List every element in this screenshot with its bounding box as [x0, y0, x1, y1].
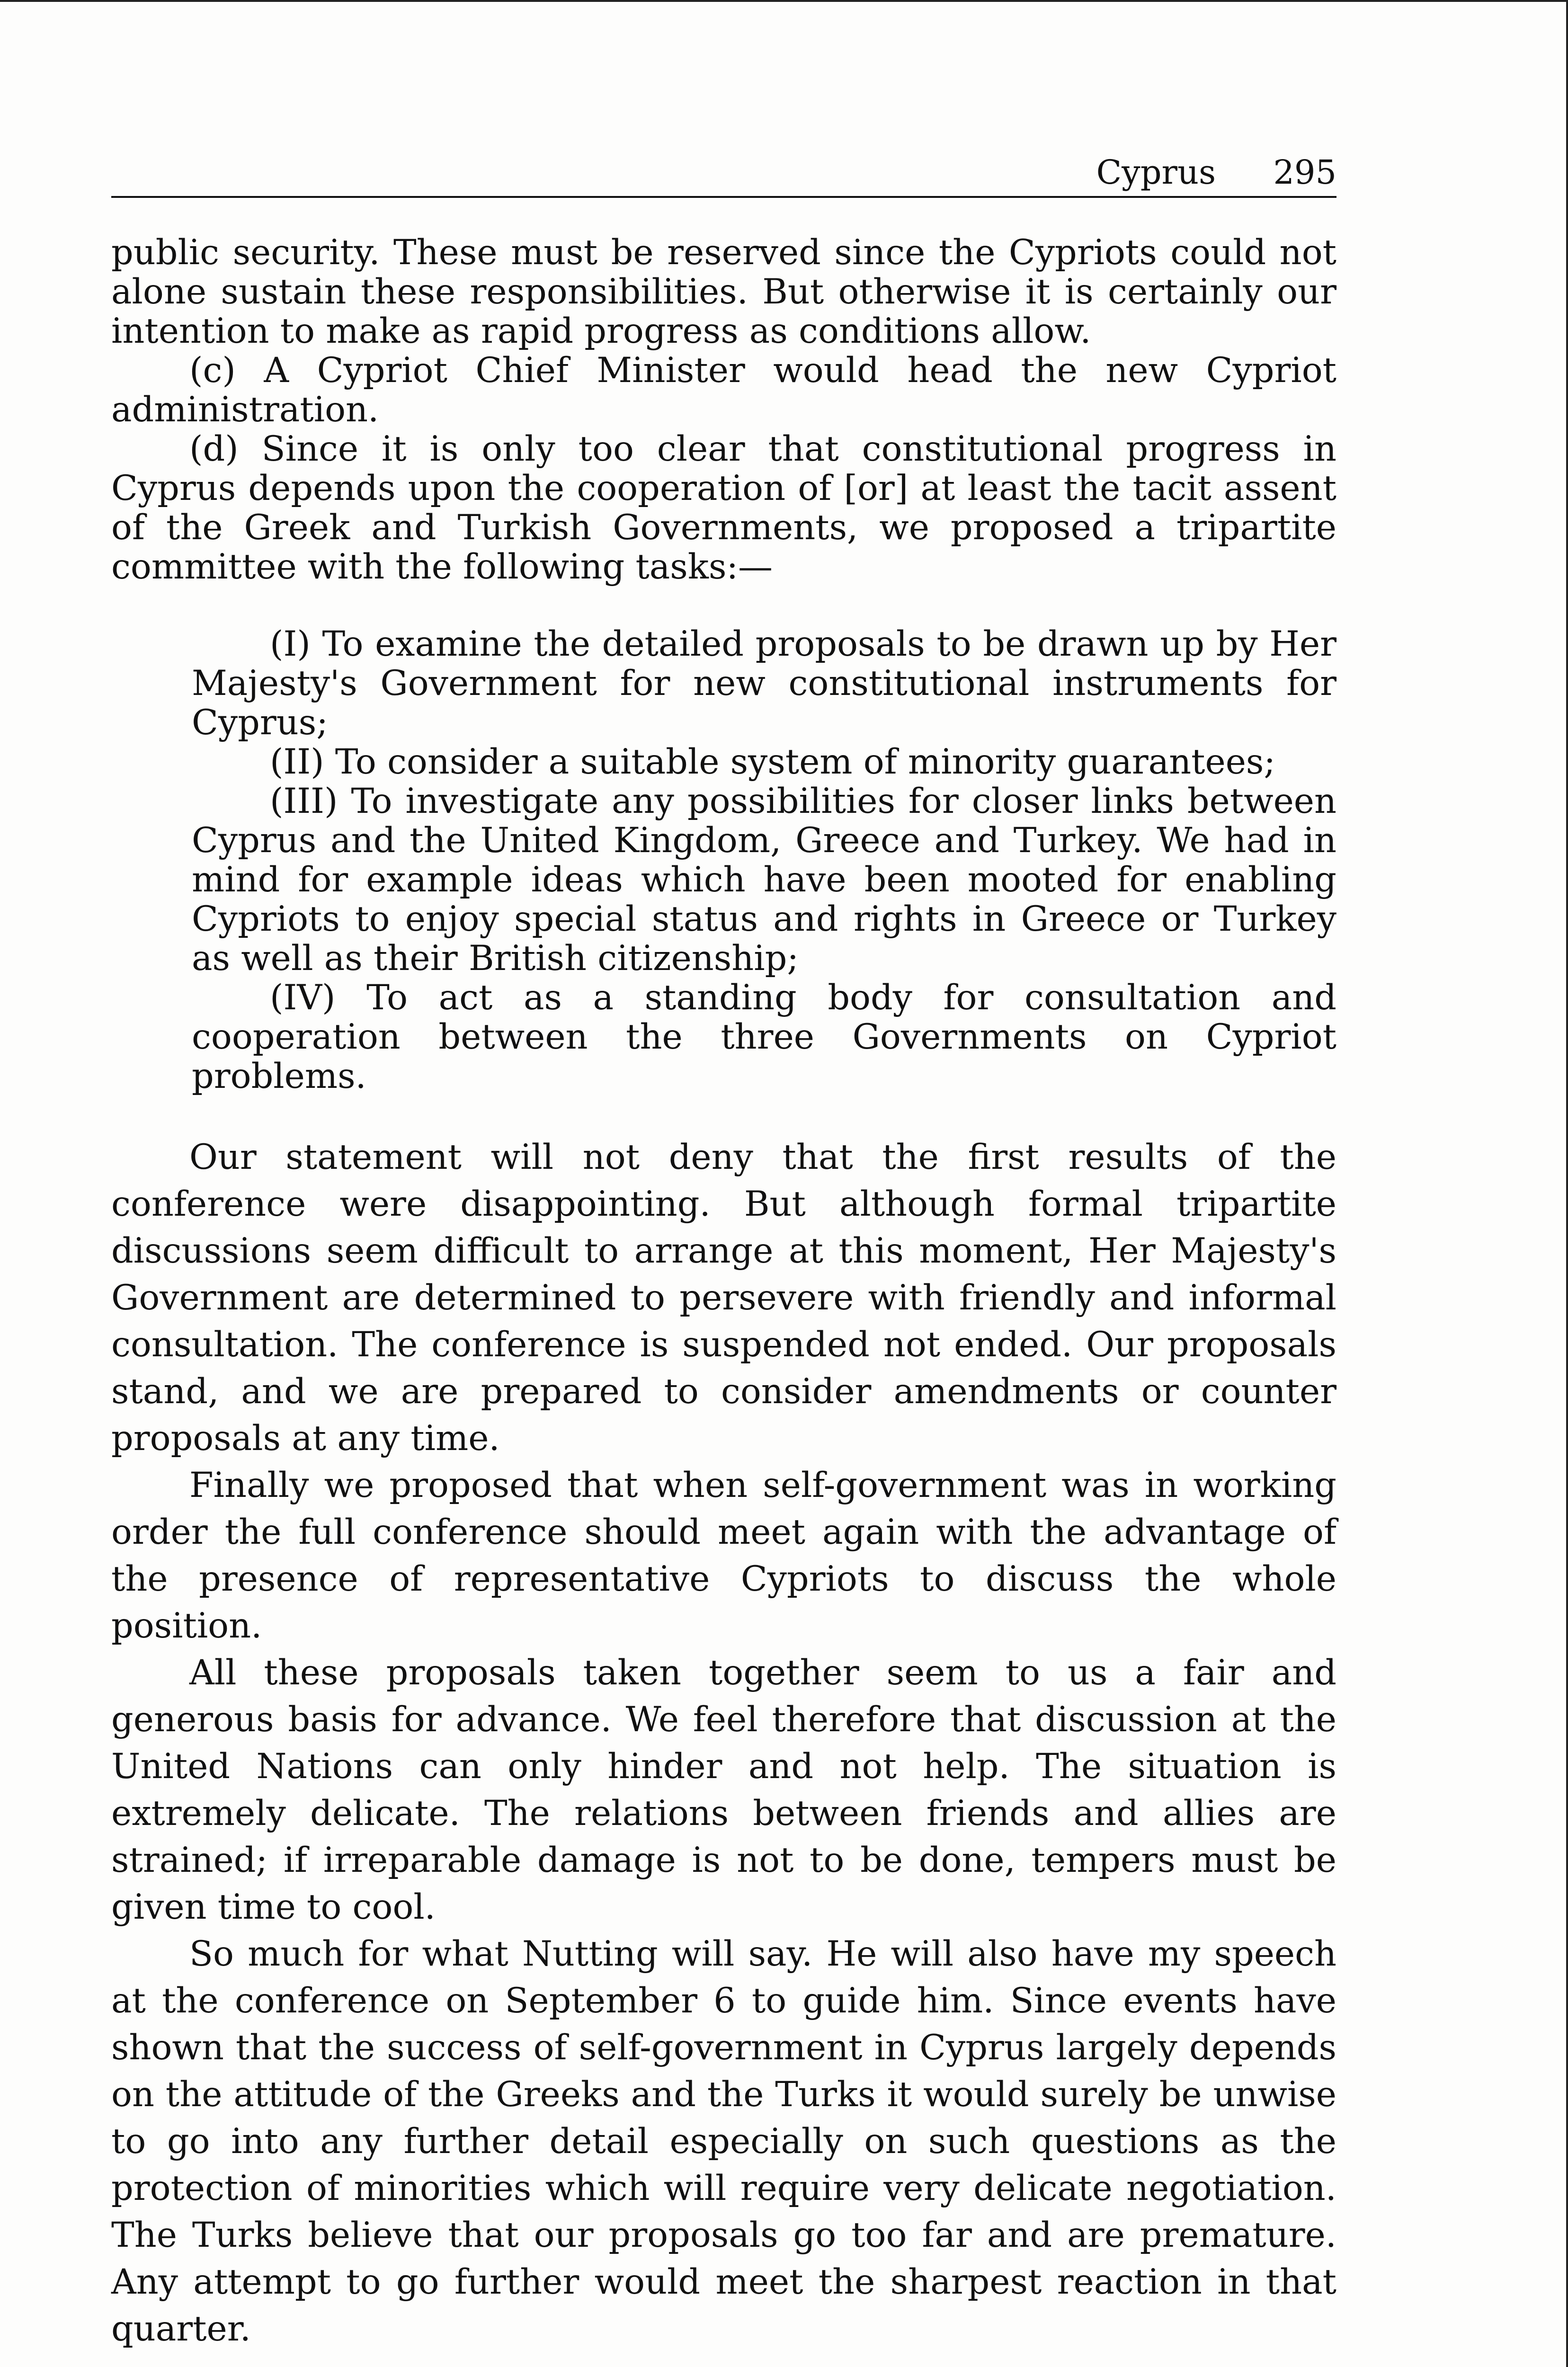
paragraph-continuation: public security. These must be reserved since the Cypriots could not alone sustain these responsibilities. But otherwise it is certainly our intention to make as rapid progress as conditions allow.	[111, 232, 1336, 351]
page-body	[111, 233, 1336, 2352]
task-item: (IV) To act as a standing body for consultation and cooperation between the three Governments on Cypriot problems.	[192, 978, 1336, 1096]
proposals-section	[111, 233, 1336, 587]
task-item: (III) To investigate any possibilities for closer links between Cyprus and the United Kingdom, Greece and Turkey. We had in mind for example ideas which have been mooted for enabling Cypriots to enjoy special status and rights in Greece or Turkey as well as their British citizenship;	[192, 781, 1336, 979]
task-item: (II) To consider a suitable system of minority guarantees;	[270, 742, 1275, 782]
page-header	[111, 144, 1336, 198]
task-list	[192, 624, 1336, 1096]
paragraph-item-c: (c) A Cypriot Chief Minister would head the new Cypriot administration.	[111, 350, 1336, 430]
statement-paragraph: All these proposals taken together seem to us a fair and generous basis for advance. We feel therefore that discussion at the United Nations can only hinder and not help. The situation is extremely delicate. The relations between friends and allies are strained; if irreparable damage is not to be done, tempers must be given time to cool.	[111, 1653, 1336, 1927]
paragraph-item-d: (d) Since it is only too clear that constitutional progress in Cyprus depends upon the cooperation of [or] at least the tacit assent of the Greek and Turkish Governments, we proposed a tripartite committee with the following tasks:—	[111, 429, 1336, 587]
page-number: 295	[1273, 153, 1336, 192]
statement-paragraph: Our statement will not deny that the first results of the conference were disappointing. But although formal tripartite discussions seem difficult to arrange at this moment, Her Majesty's Government are determined to persevere with friendly and informal consultation. The conference is suspended not ended. Our proposals stand, and we are prepared to consider amendments or counter proposals at any time.	[111, 1137, 1336, 1459]
statement-paragraph: So much for what Nutting will say. He will also have my speech at the conference on September 6 to guide him. Since events have shown that the success of self-government in Cyprus largely depends on the attitude of the Greeks and the Turks it would surely be unwise to go into any further detail especially on such questions as the protection of minorities which will require very delicate negotiation. The Turks believe that our proposals go too far and are premature. Any attempt to go further would meet the sharpest reaction in that quarter.	[111, 1934, 1336, 2349]
task-item: (I) To examine the detailed proposals to be drawn up by Her Majesty's Government for new constitutional instruments for Cyprus;	[192, 624, 1336, 743]
running-title: Cyprus	[1096, 153, 1216, 192]
statement-paragraph: Finally we proposed that when self-government was in working order the full conference should meet again with the advantage of the presence of representative Cypriots to discuss the whole position.	[111, 1465, 1336, 1646]
statement-section	[111, 1134, 1336, 2352]
